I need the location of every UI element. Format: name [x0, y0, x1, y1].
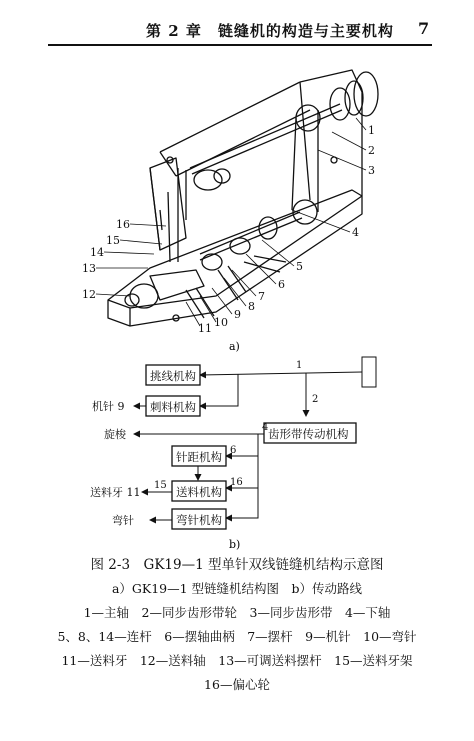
- output-rotary-hook: 旋梭: [104, 428, 126, 441]
- output-needle: 机针 9: [92, 400, 125, 413]
- callout-3: 3: [368, 164, 375, 177]
- callout-7: 7: [258, 290, 265, 303]
- callout-1: 1: [368, 124, 375, 137]
- flow-boxes: [146, 365, 356, 529]
- figure-caption-subtitle: a）GK19—1 型链缝机结构图 b）传动路线: [111, 581, 363, 596]
- callout-14: 14: [90, 246, 104, 259]
- box-thread-takeup: 挑线机构: [150, 369, 196, 383]
- path-16: 16: [230, 477, 243, 488]
- chapter-title: 第 2 章 链缝机的构造与主要机构: [146, 22, 394, 40]
- callout-6: 6: [278, 278, 285, 291]
- path-15: 15: [154, 480, 167, 491]
- path-6: 6: [230, 445, 237, 456]
- callout-5: 5: [296, 260, 303, 273]
- callout-9: 9: [234, 308, 241, 321]
- callout-4: 4: [352, 226, 359, 239]
- box-belt-drive: 齿形带传动机构: [268, 427, 349, 441]
- figure-a-sublabel: a): [229, 340, 240, 353]
- page-number: 7: [418, 19, 430, 38]
- callout-12: 12: [82, 288, 96, 301]
- output-feed-dog: 送料牙 11: [90, 486, 141, 499]
- callout-15: 15: [106, 234, 120, 247]
- legend-line-1: 1—主轴 2—同步齿形带轮 3—同步齿形带 4—下轴: [83, 605, 391, 620]
- legend-line-2: 5、8、14—连杆 6—摆轴曲柄 7—摆杆 9—机针 10—弯针: [57, 629, 417, 644]
- output-looper-needle: 弯针: [112, 514, 134, 527]
- callout-8: 8: [248, 300, 255, 313]
- callout-11: 11: [198, 322, 212, 335]
- box-stitch-length: 针距机构: [176, 450, 222, 464]
- box-looper: 弯针机构: [176, 513, 222, 527]
- box-feed: 送料机构: [176, 485, 222, 499]
- figure-b-sublabel: b): [229, 538, 241, 551]
- path-2: 2: [312, 394, 319, 405]
- legend-line-3: 11—送料牙 12—送料轴 13—可调送料摆杆 15—送料牙架: [61, 653, 413, 668]
- main-shaft-box: [362, 357, 376, 387]
- path-4: 4: [262, 422, 269, 433]
- figure-caption-title: 图 2-3 GK19—1 型单针双线链缝机结构示意图: [90, 557, 384, 573]
- path-1: 1: [296, 360, 303, 371]
- legend-line-4: 16—偏心轮: [204, 677, 270, 692]
- output-labels: [90, 399, 141, 527]
- callout-16: 16: [116, 218, 130, 231]
- callout-2: 2: [368, 144, 375, 157]
- box-lancet: 刺料机构: [150, 400, 196, 414]
- callout-10: 10: [214, 316, 228, 329]
- callout-13: 13: [82, 262, 96, 275]
